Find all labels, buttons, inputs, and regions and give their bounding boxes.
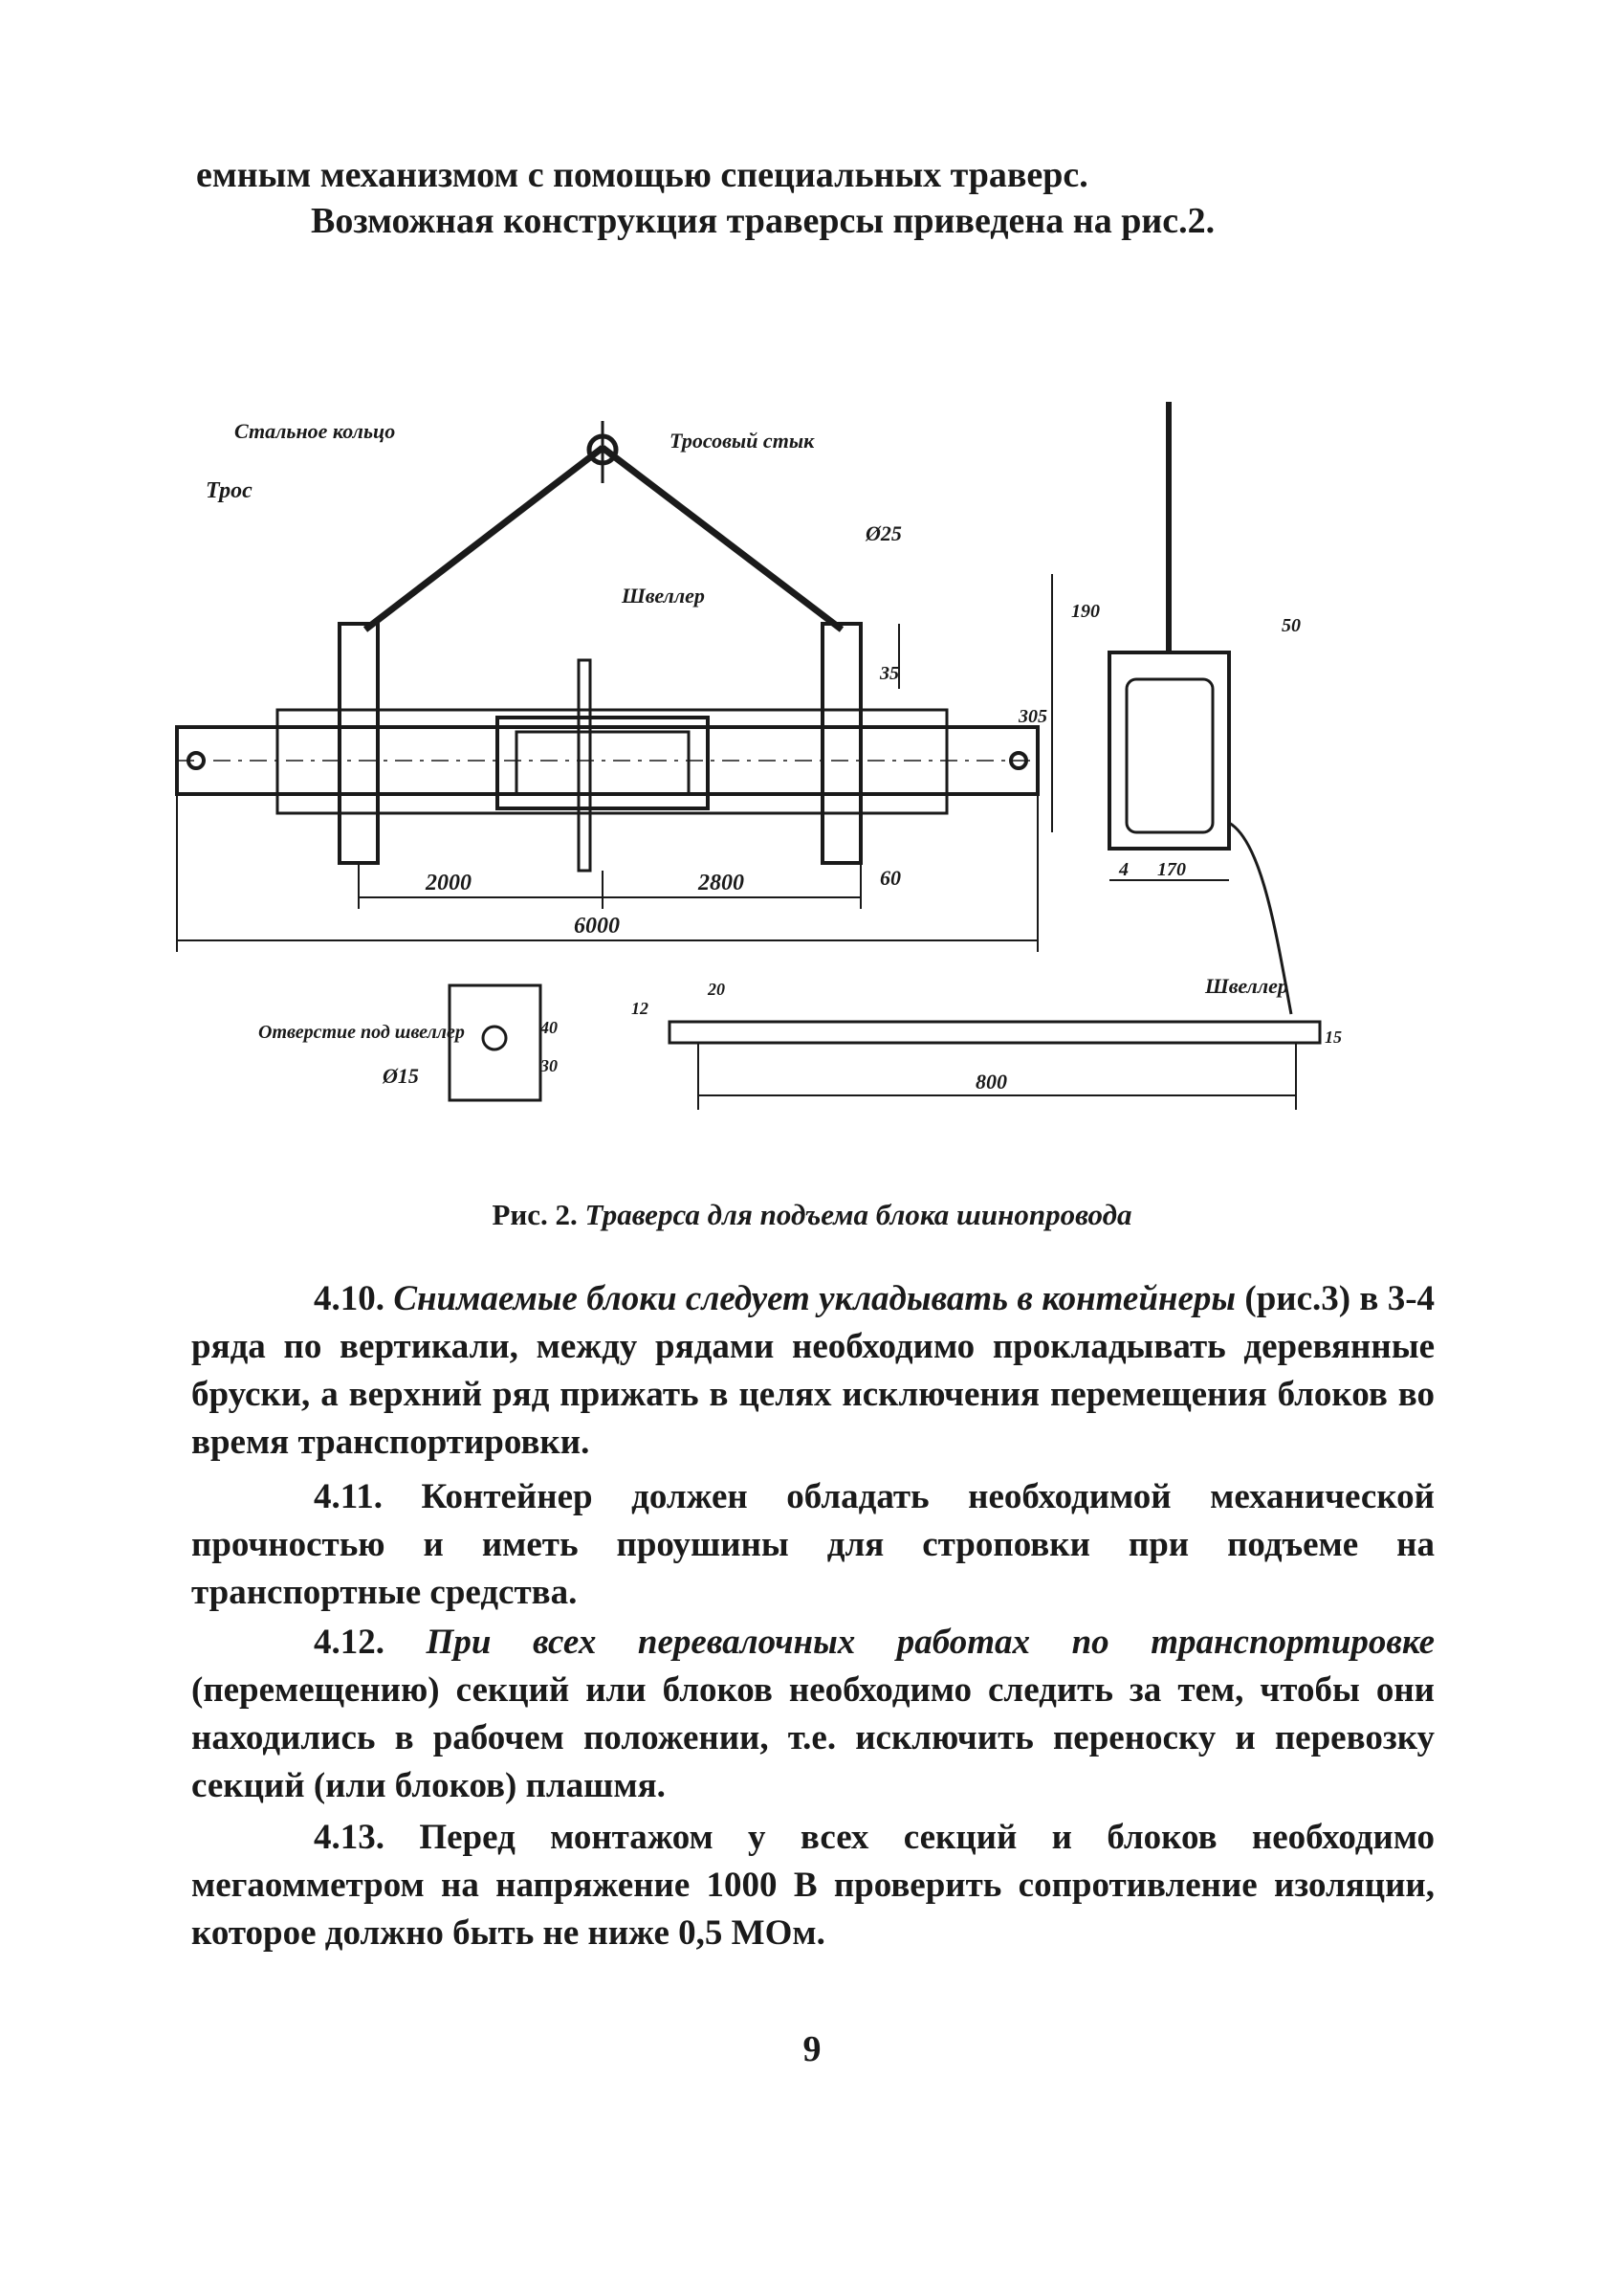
caption-title: Траверса для подъема блока шинопровода [584, 1198, 1132, 1231]
paragraph-text: Контейнер должен обладать необходимой механической прочностью и иметь проушины для строповки при подъеме на транспортные средства. [191, 1477, 1435, 1612]
paragraph-number: 4.11. [314, 1477, 383, 1516]
paragraph-4-10 [191, 1275, 1435, 1467]
dim-15: 15 [1325, 1028, 1342, 1047]
figure-caption [0, 1198, 1624, 1232]
paragraph-text: (рис.3) в 3-4 ряда по вертикали, между рядами необходимо прокладывать деревянные бруски, а верхний ряд прижать в целях исключения перемещения блоков во время транспортировки. [191, 1279, 1436, 1462]
central-block-inner [516, 732, 689, 794]
dim-40: 40 [540, 1018, 558, 1037]
label-channel: Швеллер [1205, 974, 1288, 998]
dim-20: 20 [708, 980, 725, 999]
label-diameter-25: Ø25 [866, 521, 902, 545]
paragraph-number: 4.12. [314, 1623, 384, 1662]
dim-6000: 6000 [574, 914, 620, 939]
label-diameter-15: Ø15 [383, 1064, 419, 1088]
hole-detail-plate [450, 985, 540, 1100]
paragraph-4-12 [191, 1619, 1435, 1810]
label-rope: Трос [206, 478, 252, 503]
channel-section [669, 1022, 1320, 1043]
paragraph-number: 4.10. [314, 1279, 384, 1318]
side-view-insulator [1127, 679, 1213, 832]
caption-label: Рис. 2. [492, 1198, 578, 1231]
paragraph-4-13 [191, 1814, 1435, 1957]
center-angle [579, 660, 590, 871]
label-steel-ring: Стальное кольцо [234, 419, 396, 443]
figure-traverse-drawing [153, 402, 1416, 1138]
dim-2800: 2800 [698, 871, 744, 895]
paragraph-text: Перед монтажом у всех секций и блоков необходимо мегаомметром на напряжение 1000 В проверить сопротивление изоляции, которое должно быть не ниже 0,5 МОм. [191, 1818, 1435, 1953]
dim-30: 30 [540, 1056, 558, 1075]
intro-line-1: емным механизмом с помощью специальных траверс. [196, 155, 1088, 195]
dim-50: 50 [1282, 615, 1301, 636]
right-plate [823, 624, 861, 863]
left-rope [365, 448, 603, 630]
paragraph-text: (перемещению) секций или блоков необходимо следить за тем, чтобы они находились в рабочем положении, т.е. исключить переноску и перевозку секций (или блоков) плашмя. [191, 1670, 1435, 1805]
dim-2000: 2000 [426, 871, 472, 895]
dim-12: 12 [631, 999, 648, 1018]
dim-60: 60 [880, 866, 901, 890]
paragraph-number: 4.13. [314, 1818, 384, 1857]
hole-detail-circle [483, 1027, 506, 1050]
dim-190: 190 [1071, 601, 1100, 622]
paragraph-lead: При всех перевалочных работах по транспортировке [426, 1623, 1436, 1662]
label-rope-joint: Тросовый стык [669, 429, 815, 453]
dim-4: 4 [1119, 859, 1129, 880]
paragraph-4-11 [191, 1473, 1435, 1617]
left-plate [340, 624, 378, 863]
label-beam: Швеллер [622, 584, 705, 608]
dim-305: 305 [1019, 706, 1047, 727]
dim-35: 35 [880, 663, 899, 684]
dim-800: 800 [976, 1070, 1007, 1094]
traverse-svg [153, 402, 1416, 1138]
paragraph-lead: Снимаемые блоки следует укладывать в контейнеры [393, 1279, 1237, 1318]
intro-line-2: Возможная конструкция траверсы приведена на рис.2. [311, 201, 1216, 241]
label-hole: Отверстие под швеллер [258, 1022, 465, 1043]
page-number: 9 [802, 2029, 822, 2069]
dim-170: 170 [1157, 859, 1186, 880]
